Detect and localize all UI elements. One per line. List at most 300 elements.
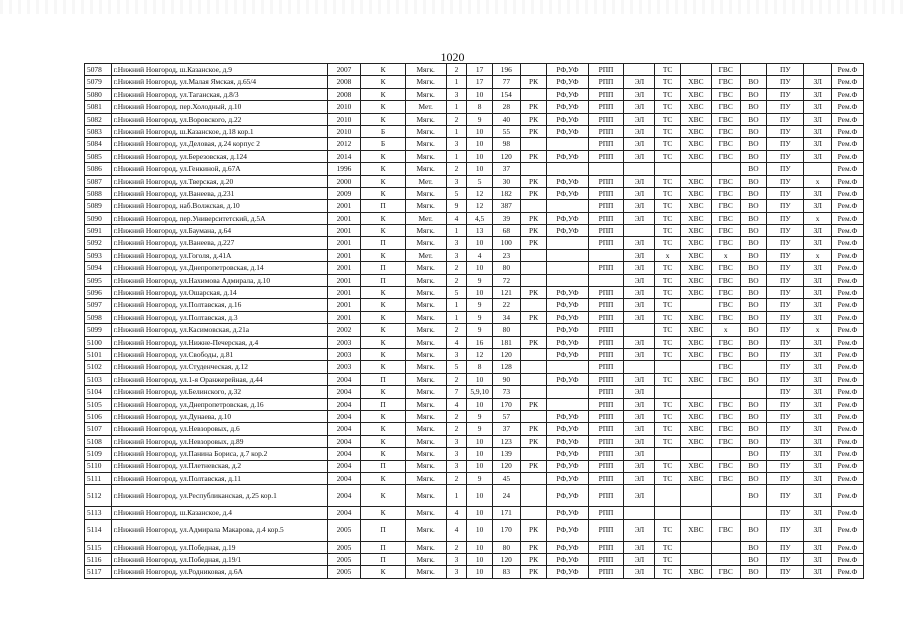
value-cell: 154 bbox=[492, 88, 520, 100]
code-cell: РФ,УФ bbox=[547, 76, 588, 88]
year-cell: 2001 bbox=[327, 287, 361, 299]
code-cell: ХВС bbox=[680, 200, 711, 212]
code-cell: РФ,УФ bbox=[547, 448, 588, 460]
roof-type-cell: Мягк. bbox=[405, 460, 446, 472]
row-number: 5082 bbox=[85, 113, 112, 125]
code-cell bbox=[547, 138, 588, 150]
year-cell: 2001 bbox=[327, 225, 361, 237]
code-cell: РПП bbox=[588, 150, 624, 162]
code-cell: ТС bbox=[655, 64, 681, 76]
code-cell: ГВС bbox=[711, 361, 740, 373]
code-cell: ХВС bbox=[680, 237, 711, 249]
wall-material-cell: П bbox=[361, 262, 405, 274]
code-cell: Рем.Ф bbox=[832, 485, 864, 507]
value-cell: 23 bbox=[492, 249, 520, 261]
table-row bbox=[85, 566, 864, 578]
row-number: 5105 bbox=[85, 398, 112, 410]
code-cell: ЭЛ bbox=[624, 566, 655, 578]
code-cell: РПП bbox=[588, 423, 624, 435]
code-cell: ПУ bbox=[767, 554, 804, 566]
code-cell: ЭЛ bbox=[624, 150, 655, 162]
code-cell: РК bbox=[520, 460, 547, 472]
roof-type-cell: Мягк. bbox=[405, 274, 446, 286]
code-cell: ТС bbox=[655, 299, 681, 311]
value-cell: 90 bbox=[492, 373, 520, 385]
roof-type-cell: Мягк. bbox=[405, 398, 446, 410]
year-cell: 2004 bbox=[327, 373, 361, 385]
table-row bbox=[85, 311, 864, 323]
table-row bbox=[85, 138, 864, 150]
value-cell: 8 bbox=[467, 361, 493, 373]
year-cell: 2002 bbox=[327, 324, 361, 336]
value-cell: 80 bbox=[492, 262, 520, 274]
value-cell: 10 bbox=[467, 448, 493, 460]
code-cell: ХВС bbox=[680, 566, 711, 578]
code-cell: Рем.Ф bbox=[832, 249, 864, 261]
code-cell: РПП bbox=[588, 212, 624, 224]
code-cell: РПП bbox=[588, 348, 624, 360]
value-cell: 139 bbox=[492, 448, 520, 460]
floors-cell: 3 bbox=[446, 554, 467, 566]
table-row bbox=[85, 423, 864, 435]
code-cell: ГВС bbox=[711, 472, 740, 484]
code-cell: РПП bbox=[588, 138, 624, 150]
code-cell: ПУ bbox=[767, 187, 804, 199]
code-cell: РПП bbox=[588, 88, 624, 100]
code-cell: ВО bbox=[740, 225, 767, 237]
code-cell: ТС bbox=[655, 410, 681, 422]
year-cell: 2000 bbox=[327, 175, 361, 187]
code-cell: ВО bbox=[740, 410, 767, 422]
code-cell: ГВС bbox=[711, 125, 740, 137]
floors-cell: 2 bbox=[446, 113, 467, 125]
code-cell bbox=[804, 163, 832, 175]
roof-type-cell: Мягк. bbox=[405, 262, 446, 274]
roof-type-cell: Мягк. bbox=[405, 336, 446, 348]
code-cell: ЗЛ bbox=[804, 336, 832, 348]
table-row bbox=[85, 76, 864, 88]
floors-cell: 2 bbox=[446, 472, 467, 484]
code-cell: ХВС bbox=[680, 336, 711, 348]
row-number: 5111 bbox=[85, 472, 112, 484]
code-cell bbox=[520, 348, 547, 360]
code-cell: РФ,УФ bbox=[547, 566, 588, 578]
code-cell: ПУ bbox=[767, 212, 804, 224]
wall-material-cell: Б bbox=[361, 138, 405, 150]
code-cell: ПУ bbox=[767, 101, 804, 113]
value-cell: 10 bbox=[467, 435, 493, 447]
code-cell: ЗЛ bbox=[804, 88, 832, 100]
code-cell: ТС bbox=[655, 541, 681, 553]
floors-cell: 3 bbox=[446, 237, 467, 249]
table-row bbox=[85, 448, 864, 460]
code-cell: РФ,УФ bbox=[547, 485, 588, 507]
code-cell: ПУ bbox=[767, 398, 804, 410]
address-cell: г.Нижний Новгород, ул.Белинского, д.32 bbox=[111, 386, 327, 398]
value-cell: 387 bbox=[492, 200, 520, 212]
code-cell bbox=[680, 448, 711, 460]
code-cell: РПП bbox=[588, 386, 624, 398]
year-cell: 2004 bbox=[327, 423, 361, 435]
code-cell: ЭЛ bbox=[624, 519, 655, 541]
row-number: 5079 bbox=[85, 76, 112, 88]
code-cell: ГВС bbox=[711, 187, 740, 199]
value-cell: 9 bbox=[467, 311, 493, 323]
table-row bbox=[85, 113, 864, 125]
code-cell: ЗЛ bbox=[804, 485, 832, 507]
code-cell: ВО bbox=[740, 541, 767, 553]
year-cell: 2008 bbox=[327, 88, 361, 100]
value-cell: 24 bbox=[492, 485, 520, 507]
code-cell: ТС bbox=[655, 200, 681, 212]
roof-type-cell: Мягк. bbox=[405, 287, 446, 299]
code-cell: ЗЛ bbox=[804, 435, 832, 447]
wall-material-cell: К bbox=[361, 113, 405, 125]
code-cell: ГВС bbox=[711, 410, 740, 422]
code-cell: ЗЛ bbox=[804, 299, 832, 311]
code-cell: РПП bbox=[588, 554, 624, 566]
code-cell: РФ,УФ bbox=[547, 125, 588, 137]
roof-type-cell: Мягк. bbox=[405, 88, 446, 100]
address-cell: г.Нижний Новгород, пер.Университетский, д.5А bbox=[111, 212, 327, 224]
code-cell: Рем.Ф bbox=[832, 423, 864, 435]
code-cell: РФ,УФ bbox=[547, 287, 588, 299]
code-cell: ХВС bbox=[680, 262, 711, 274]
wall-material-cell: К bbox=[361, 472, 405, 484]
code-cell: ПУ bbox=[767, 519, 804, 541]
year-cell: 2008 bbox=[327, 76, 361, 88]
code-cell bbox=[680, 554, 711, 566]
value-cell: 5,9,10 bbox=[467, 386, 493, 398]
value-cell: 10 bbox=[467, 138, 493, 150]
address-cell: г.Нижний Новгород, ул.Воровского, д.22 bbox=[111, 113, 327, 125]
code-cell bbox=[520, 262, 547, 274]
code-cell: ТС bbox=[655, 187, 681, 199]
roof-type-cell: Мягк. bbox=[405, 299, 446, 311]
value-cell: 4 bbox=[467, 249, 493, 261]
table-row bbox=[85, 163, 864, 175]
code-cell: ЭЛ bbox=[624, 299, 655, 311]
code-cell bbox=[740, 386, 767, 398]
code-cell: РПП bbox=[588, 448, 624, 460]
code-cell: ЭЛ bbox=[624, 249, 655, 261]
code-cell bbox=[680, 485, 711, 507]
row-number: 5113 bbox=[85, 507, 112, 519]
value-cell: 9 bbox=[467, 324, 493, 336]
code-cell: Рем.Ф bbox=[832, 324, 864, 336]
floors-cell: 9 bbox=[446, 200, 467, 212]
row-number: 5104 bbox=[85, 386, 112, 398]
code-cell: ВО bbox=[740, 566, 767, 578]
code-cell: Рем.Ф bbox=[832, 311, 864, 323]
code-cell: ЗЛ bbox=[804, 398, 832, 410]
floors-cell: 2 bbox=[446, 64, 467, 76]
roof-type-cell: Мягк. bbox=[405, 386, 446, 398]
code-cell bbox=[520, 448, 547, 460]
code-cell bbox=[655, 163, 681, 175]
code-cell: ГВС bbox=[711, 311, 740, 323]
code-cell: х bbox=[804, 249, 832, 261]
code-cell: ВО bbox=[740, 237, 767, 249]
code-cell: ВО bbox=[740, 138, 767, 150]
code-cell: РФ,УФ bbox=[547, 225, 588, 237]
code-cell: ПУ bbox=[767, 485, 804, 507]
code-cell: Рем.Ф bbox=[832, 287, 864, 299]
value-cell: 13 bbox=[467, 225, 493, 237]
code-cell: РПП bbox=[588, 373, 624, 385]
table-row bbox=[85, 299, 864, 311]
table-row bbox=[85, 187, 864, 199]
value-cell: 9 bbox=[467, 299, 493, 311]
wall-material-cell: К bbox=[361, 435, 405, 447]
floors-cell: 3 bbox=[446, 175, 467, 187]
year-cell: 2001 bbox=[327, 274, 361, 286]
code-cell: Рем.Ф bbox=[832, 187, 864, 199]
code-cell: ГВС bbox=[711, 519, 740, 541]
code-cell: ХВС bbox=[680, 125, 711, 137]
housing-register-table bbox=[84, 63, 864, 579]
code-cell: РПП bbox=[588, 262, 624, 274]
value-cell: 68 bbox=[492, 225, 520, 237]
code-cell bbox=[520, 88, 547, 100]
code-cell: ЭЛ bbox=[624, 175, 655, 187]
floors-cell: 3 bbox=[446, 448, 467, 460]
code-cell: ПУ bbox=[767, 386, 804, 398]
code-cell bbox=[547, 237, 588, 249]
code-cell bbox=[711, 448, 740, 460]
code-cell: РК bbox=[520, 336, 547, 348]
address-cell: г.Нижний Новгород, ул.Панина Бориса, д.7 кор.2 bbox=[111, 448, 327, 460]
row-number: 5101 bbox=[85, 348, 112, 360]
code-cell: Рем.Ф bbox=[832, 274, 864, 286]
row-number: 5100 bbox=[85, 336, 112, 348]
code-cell: Рем.Ф bbox=[832, 237, 864, 249]
code-cell bbox=[680, 163, 711, 175]
code-cell: ВО bbox=[740, 398, 767, 410]
code-cell: ГВС bbox=[711, 212, 740, 224]
code-cell: ВО bbox=[740, 187, 767, 199]
row-number: 5085 bbox=[85, 150, 112, 162]
code-cell: х bbox=[655, 249, 681, 261]
floors-cell: 1 bbox=[446, 125, 467, 137]
code-cell bbox=[588, 163, 624, 175]
floors-cell: 1 bbox=[446, 76, 467, 88]
value-cell: 37 bbox=[492, 423, 520, 435]
code-cell: ХВС bbox=[680, 287, 711, 299]
code-cell: ГВС bbox=[711, 200, 740, 212]
code-cell bbox=[547, 274, 588, 286]
value-cell: 16 bbox=[467, 336, 493, 348]
address-cell: г.Нижний Новгород, ул.Гоголя, д.41А bbox=[111, 249, 327, 261]
code-cell: ЭЛ bbox=[624, 554, 655, 566]
code-cell: ТС bbox=[655, 554, 681, 566]
code-cell: х bbox=[804, 175, 832, 187]
code-cell: ЭЛ bbox=[624, 138, 655, 150]
wall-material-cell: П bbox=[361, 373, 405, 385]
code-cell: ЗЛ bbox=[804, 519, 832, 541]
code-cell: ТС bbox=[655, 237, 681, 249]
code-cell: Рем.Ф bbox=[832, 125, 864, 137]
wall-material-cell: П bbox=[361, 200, 405, 212]
code-cell: ПУ bbox=[767, 336, 804, 348]
code-cell: ХВС bbox=[680, 435, 711, 447]
table-row bbox=[85, 237, 864, 249]
code-cell: ПУ bbox=[767, 311, 804, 323]
table-row bbox=[85, 554, 864, 566]
wall-material-cell: К bbox=[361, 212, 405, 224]
code-cell: ЭЛ bbox=[624, 435, 655, 447]
code-cell: ЗЛ bbox=[804, 311, 832, 323]
table-row bbox=[85, 386, 864, 398]
floors-cell: 4 bbox=[446, 519, 467, 541]
address-cell: г.Нижний Новгород, ул.Днепропетровская, д.16 bbox=[111, 398, 327, 410]
code-cell: ХВС bbox=[680, 423, 711, 435]
wall-material-cell: К bbox=[361, 386, 405, 398]
code-cell bbox=[624, 163, 655, 175]
code-cell: Рем.Ф bbox=[832, 150, 864, 162]
code-cell: РК bbox=[520, 541, 547, 553]
table-row bbox=[85, 472, 864, 484]
roof-type-cell: Мягк. bbox=[405, 472, 446, 484]
code-cell: ГВС bbox=[711, 101, 740, 113]
value-cell: 77 bbox=[492, 76, 520, 88]
code-cell: ПУ bbox=[767, 113, 804, 125]
code-cell bbox=[520, 299, 547, 311]
table-row bbox=[85, 336, 864, 348]
table-row bbox=[85, 274, 864, 286]
code-cell: ЗЛ bbox=[804, 200, 832, 212]
code-cell: ПУ bbox=[767, 163, 804, 175]
floors-cell: 2 bbox=[446, 373, 467, 385]
address-cell: г.Нижний Новгород, ул.Касимовская, д.21а bbox=[111, 324, 327, 336]
code-cell: ГВС bbox=[711, 138, 740, 150]
code-cell: ТС bbox=[655, 336, 681, 348]
code-cell: ТС bbox=[655, 175, 681, 187]
year-cell: 2001 bbox=[327, 212, 361, 224]
code-cell: РК bbox=[520, 237, 547, 249]
floors-cell: 2 bbox=[446, 262, 467, 274]
code-cell: ЭЛ bbox=[624, 237, 655, 249]
code-cell: РК bbox=[520, 398, 547, 410]
value-cell: 128 bbox=[492, 361, 520, 373]
code-cell: ПУ bbox=[767, 64, 804, 76]
code-cell: ГВС bbox=[711, 237, 740, 249]
code-cell: ПУ bbox=[767, 448, 804, 460]
wall-material-cell: К bbox=[361, 163, 405, 175]
code-cell: ГВС bbox=[711, 299, 740, 311]
value-cell: 9 bbox=[467, 113, 493, 125]
code-cell: РК bbox=[520, 311, 547, 323]
address-cell: г.Нижний Новгород, ул.Тверская, д.20 bbox=[111, 175, 327, 187]
floors-cell: 2 bbox=[446, 541, 467, 553]
code-cell: Рем.Ф bbox=[832, 507, 864, 519]
year-cell: 2005 bbox=[327, 554, 361, 566]
code-cell: ЭЛ bbox=[624, 311, 655, 323]
row-number: 5086 bbox=[85, 163, 112, 175]
code-cell: ЗЛ bbox=[804, 262, 832, 274]
value-cell: 120 bbox=[492, 460, 520, 472]
row-number: 5107 bbox=[85, 423, 112, 435]
floors-cell: 3 bbox=[446, 138, 467, 150]
table-row bbox=[85, 348, 864, 360]
value-cell: 10 bbox=[467, 163, 493, 175]
row-number: 5083 bbox=[85, 125, 112, 137]
value-cell: 17 bbox=[467, 76, 493, 88]
roof-type-cell: Мягк. bbox=[405, 237, 446, 249]
code-cell: ВО bbox=[740, 125, 767, 137]
scan-artifact bbox=[0, 0, 905, 14]
code-cell: ВО bbox=[740, 113, 767, 125]
code-cell bbox=[655, 448, 681, 460]
code-cell: ЭЛ bbox=[624, 336, 655, 348]
code-cell: ЗЛ bbox=[804, 472, 832, 484]
row-number: 5102 bbox=[85, 361, 112, 373]
year-cell: 2014 bbox=[327, 150, 361, 162]
code-cell bbox=[680, 386, 711, 398]
code-cell: РФ,УФ bbox=[547, 460, 588, 472]
code-cell: ГВС bbox=[711, 64, 740, 76]
value-cell: 40 bbox=[492, 113, 520, 125]
code-cell: РПП bbox=[588, 287, 624, 299]
code-cell: ТС bbox=[655, 373, 681, 385]
year-cell: 2009 bbox=[327, 187, 361, 199]
year-cell: 2010 bbox=[327, 113, 361, 125]
wall-material-cell: К bbox=[361, 287, 405, 299]
roof-type-cell: Мягк. bbox=[405, 373, 446, 385]
code-cell: Рем.Ф bbox=[832, 554, 864, 566]
code-cell: РК bbox=[520, 76, 547, 88]
code-cell: ГВС bbox=[711, 336, 740, 348]
code-cell: РПП bbox=[588, 566, 624, 578]
year-cell: 2001 bbox=[327, 237, 361, 249]
code-cell: ВО bbox=[740, 249, 767, 261]
code-cell: ТС bbox=[655, 566, 681, 578]
code-cell: РК bbox=[520, 150, 547, 162]
code-cell: ПУ bbox=[767, 274, 804, 286]
roof-type-cell: Мет. bbox=[405, 212, 446, 224]
code-cell: ВО bbox=[740, 88, 767, 100]
code-cell: х bbox=[804, 212, 832, 224]
code-cell: Рем.Ф bbox=[832, 113, 864, 125]
code-cell: Рем.Ф bbox=[832, 175, 864, 187]
value-cell: 98 bbox=[492, 138, 520, 150]
code-cell: РК bbox=[520, 566, 547, 578]
code-cell: ТС bbox=[655, 101, 681, 113]
code-cell: РПП bbox=[588, 324, 624, 336]
code-cell: РФ,УФ bbox=[547, 212, 588, 224]
code-cell: ХВС bbox=[680, 138, 711, 150]
code-cell bbox=[520, 485, 547, 507]
code-cell: ЗЛ bbox=[804, 150, 832, 162]
code-cell: РК bbox=[520, 519, 547, 541]
code-cell: РПП bbox=[588, 410, 624, 422]
table-row bbox=[85, 225, 864, 237]
code-cell bbox=[680, 299, 711, 311]
code-cell: РПП bbox=[588, 225, 624, 237]
row-number: 5116 bbox=[85, 554, 112, 566]
value-cell: 182 bbox=[492, 187, 520, 199]
code-cell: ПУ bbox=[767, 76, 804, 88]
roof-type-cell: Мягк. bbox=[405, 519, 446, 541]
code-cell: ПУ bbox=[767, 225, 804, 237]
value-cell: 10 bbox=[467, 507, 493, 519]
code-cell bbox=[711, 386, 740, 398]
year-cell: 2003 bbox=[327, 336, 361, 348]
code-cell: ЗЛ bbox=[804, 76, 832, 88]
code-cell: Рем.Ф bbox=[832, 519, 864, 541]
code-cell: Рем.Ф bbox=[832, 386, 864, 398]
table-row bbox=[85, 435, 864, 447]
